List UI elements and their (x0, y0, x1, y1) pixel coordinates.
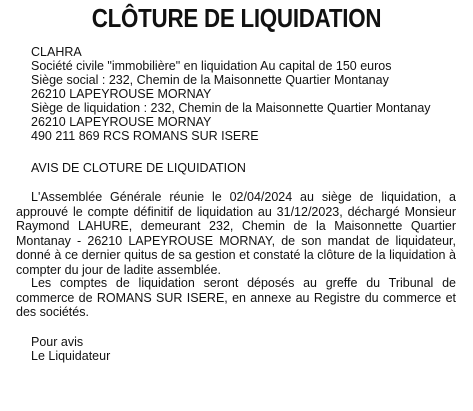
closing-pour-avis: Pour avis (31, 335, 84, 349)
notice-title: CLÔTURE DE LIQUIDATION (91, 3, 382, 33)
notice-heading: AVIS DE CLOTURE DE LIQUIDATION (31, 161, 246, 175)
assembly-paragraph: L'Assemblée Générale réunie le 02/04/2024 au siège de liquidation, a approuvé le compte définitif de liquidation au 31/12/2023, déchargé Monsieur Raymond LAHURE, demeurant 232, Chemin de la Maisonnette Quartier Montanay - 26210 LAPEYROUSE MORNAY, de son mandat de liquidateur, donné à ce dernier quitus de sa gestion et constaté la clôture de la liquidation à compter du jour de ladite assemblée. (16, 190, 456, 277)
company-form: Société civile "immobilière" en liquidation Au capital de 150 euros (31, 59, 392, 73)
deposit-paragraph: Les comptes de liquidation seront déposés au greffe du Tribunal de commerce de ROMANS SUR ISERE, en annexe au Registre du commerce et des sociétés. (16, 276, 456, 319)
rcs-number: 490 211 869 RCS ROMANS SUR ISERE (31, 129, 259, 143)
liquidation-office-address: Siège de liquidation : 232, Chemin de la Maisonnette Quartier Montanay (31, 101, 431, 115)
head-office-address: Siège social : 232, Chemin de la Maisonnette Quartier Montanay (31, 73, 389, 87)
head-office-city: 26210 LAPEYROUSE MORNAY (31, 87, 212, 101)
liquidation-office-city: 26210 LAPEYROUSE MORNAY (31, 115, 212, 129)
company-name: CLAHRA (31, 45, 82, 59)
closing-signatory: Le Liquidateur (31, 349, 111, 363)
